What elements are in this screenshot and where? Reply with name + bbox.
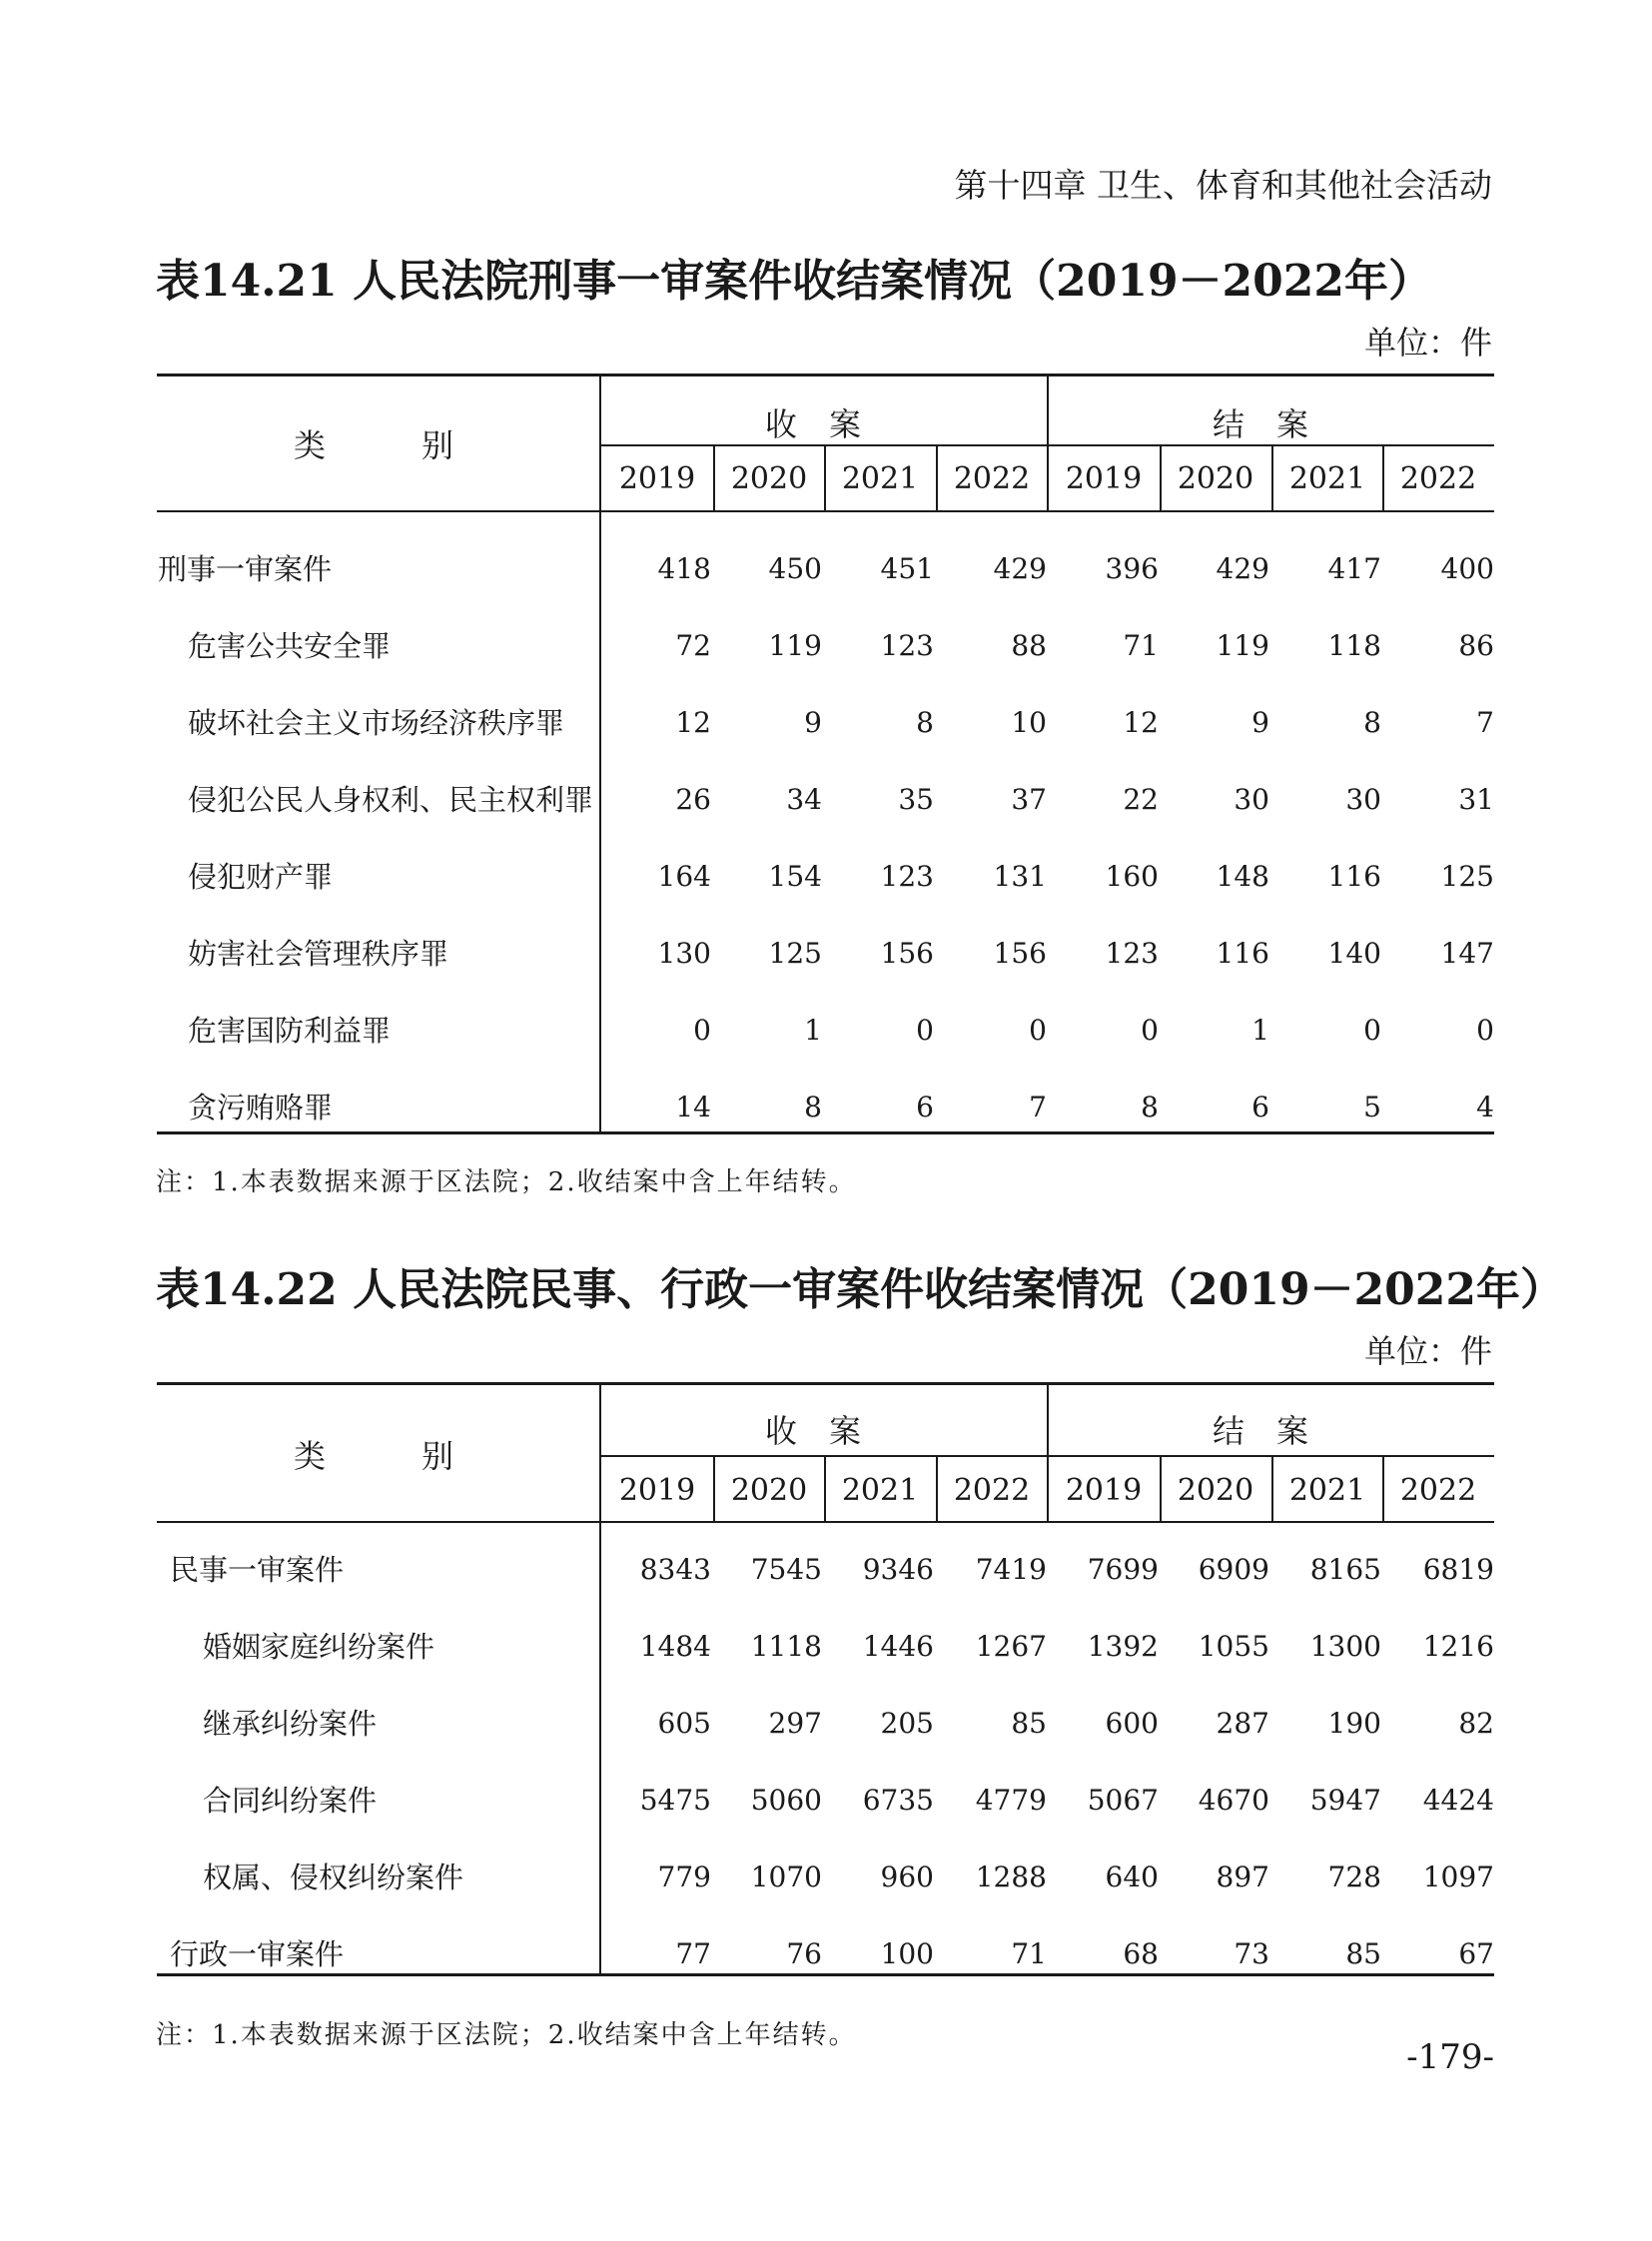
row-value-cell: 160 bbox=[1105, 860, 1159, 893]
row-category-label: 妨害社会管理秩序罪 bbox=[188, 937, 449, 971]
row-value-cell: 131 bbox=[993, 860, 1047, 893]
row-value-cell: 5060 bbox=[750, 1784, 822, 1817]
row-value-cell: 1267 bbox=[975, 1630, 1047, 1663]
row-value-cell: 123 bbox=[880, 629, 934, 662]
row-value-cell: 396 bbox=[1105, 552, 1159, 585]
row-value-cell: 22 bbox=[1123, 783, 1159, 816]
row-value-cell: 71 bbox=[1123, 629, 1159, 662]
row-value-cell: 1 bbox=[804, 1014, 822, 1047]
row-value-cell: 37 bbox=[1011, 783, 1047, 816]
row-category-label: 危害公共安全罪 bbox=[188, 629, 392, 663]
row-value-cell: 5475 bbox=[639, 1784, 711, 1817]
row-category-label: 刑事一审案件 bbox=[158, 552, 333, 586]
row-value-cell: 1055 bbox=[1198, 1630, 1269, 1663]
table2-category-header: 类 别 bbox=[293, 1437, 485, 1475]
row-value-cell: 76 bbox=[786, 1937, 822, 1970]
row-value-cell: 123 bbox=[880, 860, 934, 893]
row-value-cell: 148 bbox=[1216, 860, 1269, 893]
row-value-cell: 14 bbox=[675, 1091, 711, 1123]
row-value-cell: 4424 bbox=[1422, 1784, 1494, 1817]
table-row bbox=[0, 549, 1652, 589]
row-value-cell: 1 bbox=[1251, 1014, 1269, 1047]
table1-year-header: 2022 bbox=[1399, 461, 1477, 496]
row-category-label: 侵犯公民人身权利、民主权利罪 bbox=[188, 783, 594, 817]
chapter-header: 第十四章 卫生、体育和其他社会活动 bbox=[954, 166, 1492, 205]
table1-year-header: 2021 bbox=[1288, 461, 1366, 496]
row-value-cell: 8 bbox=[1141, 1091, 1159, 1123]
table2-unit: 单位：件 bbox=[1363, 1332, 1492, 1370]
row-value-cell: 450 bbox=[768, 552, 822, 585]
row-value-cell: 35 bbox=[898, 783, 934, 816]
row-value-cell: 147 bbox=[1440, 937, 1494, 970]
row-value-cell: 8343 bbox=[639, 1553, 711, 1586]
table-row bbox=[0, 934, 1652, 974]
row-category-label: 行政一审案件 bbox=[170, 1937, 345, 1971]
row-value-cell: 205 bbox=[880, 1707, 934, 1740]
row-value-cell: 164 bbox=[657, 860, 711, 893]
row-value-cell: 297 bbox=[768, 1707, 822, 1740]
row-value-cell: 960 bbox=[880, 1861, 934, 1893]
row-value-cell: 1484 bbox=[639, 1630, 711, 1663]
row-value-cell: 779 bbox=[657, 1861, 711, 1893]
row-value-cell: 7 bbox=[1029, 1091, 1047, 1123]
table1-received-header: 收案 bbox=[764, 405, 893, 443]
row-value-cell: 8 bbox=[804, 1091, 822, 1123]
table1-closed-header: 结案 bbox=[1212, 405, 1340, 443]
row-value-cell: 0 bbox=[916, 1014, 934, 1047]
row-category-label: 侵犯财产罪 bbox=[188, 860, 334, 894]
row-category-label: 合同纠纷案件 bbox=[203, 1784, 378, 1818]
row-value-cell: 6 bbox=[1251, 1091, 1269, 1123]
table1-year-header: 2020 bbox=[730, 461, 808, 496]
row-value-cell: 125 bbox=[1440, 860, 1494, 893]
row-value-cell: 429 bbox=[993, 552, 1047, 585]
row-value-cell: 8 bbox=[916, 706, 934, 739]
row-value-cell: 1446 bbox=[862, 1630, 934, 1663]
row-value-cell: 1288 bbox=[975, 1861, 1047, 1893]
row-value-cell: 72 bbox=[675, 629, 711, 662]
row-value-cell: 1216 bbox=[1422, 1630, 1494, 1663]
row-value-cell: 68 bbox=[1123, 1937, 1159, 1970]
table2-year-header: 2019 bbox=[618, 1473, 696, 1508]
row-value-cell: 5 bbox=[1363, 1091, 1381, 1123]
table-row bbox=[0, 1781, 1652, 1821]
row-value-cell: 71 bbox=[1011, 1937, 1047, 1970]
row-value-cell: 30 bbox=[1345, 783, 1381, 816]
row-value-cell: 7699 bbox=[1087, 1553, 1159, 1586]
table2-received-header: 收案 bbox=[764, 1412, 893, 1450]
row-value-cell: 73 bbox=[1234, 1937, 1269, 1970]
row-value-cell: 417 bbox=[1327, 552, 1381, 585]
table-row bbox=[0, 1704, 1652, 1744]
row-value-cell: 400 bbox=[1440, 552, 1494, 585]
row-value-cell: 429 bbox=[1216, 552, 1269, 585]
table2-year-header: 2019 bbox=[1065, 1473, 1143, 1508]
table2-title: 表14.22 人民法院民事、行政一审案件收结案情况（2019－2022年） bbox=[156, 1264, 1565, 1315]
row-value-cell: 86 bbox=[1458, 629, 1494, 662]
row-value-cell: 10 bbox=[1011, 706, 1047, 739]
row-value-cell: 116 bbox=[1216, 937, 1269, 970]
table-row bbox=[0, 703, 1652, 743]
table-row bbox=[0, 1088, 1652, 1127]
table1-bottom-rule bbox=[157, 1131, 1494, 1134]
row-value-cell: 0 bbox=[1029, 1014, 1047, 1047]
row-value-cell: 5067 bbox=[1087, 1784, 1159, 1817]
table2-year-header: 2022 bbox=[1399, 1473, 1477, 1508]
table-row bbox=[0, 1550, 1652, 1590]
row-value-cell: 1070 bbox=[750, 1861, 822, 1893]
table1-year-header: 2020 bbox=[1177, 461, 1254, 496]
table2-note: 注：1.本表数据来源于区法院；2.收结案中含上年结转。 bbox=[156, 2020, 857, 2050]
row-value-cell: 0 bbox=[1363, 1014, 1381, 1047]
row-value-cell: 12 bbox=[675, 706, 711, 739]
row-value-cell: 6819 bbox=[1422, 1553, 1494, 1586]
row-value-cell: 34 bbox=[786, 783, 822, 816]
row-value-cell: 123 bbox=[1105, 937, 1159, 970]
row-value-cell: 640 bbox=[1105, 1861, 1159, 1893]
row-value-cell: 8 bbox=[1363, 706, 1381, 739]
table1-title: 表14.21 人民法院刑事一审案件收结案情况（2019－2022年） bbox=[156, 256, 1433, 307]
table2-closed-header: 结案 bbox=[1212, 1412, 1340, 1450]
table-row bbox=[0, 1011, 1652, 1051]
row-value-cell: 154 bbox=[768, 860, 822, 893]
row-value-cell: 1392 bbox=[1087, 1630, 1159, 1663]
table1-unit: 单位：件 bbox=[1363, 324, 1492, 362]
table-row bbox=[0, 1858, 1652, 1897]
row-value-cell: 88 bbox=[1011, 629, 1047, 662]
row-value-cell: 418 bbox=[657, 552, 711, 585]
row-value-cell: 130 bbox=[657, 937, 711, 970]
row-value-cell: 7419 bbox=[975, 1553, 1047, 1586]
row-value-cell: 7545 bbox=[750, 1553, 822, 1586]
table1-year-header: 2019 bbox=[1065, 461, 1143, 496]
table2-top-rule bbox=[157, 1382, 1494, 1385]
row-value-cell: 116 bbox=[1327, 860, 1381, 893]
row-value-cell: 4779 bbox=[975, 1784, 1047, 1817]
row-value-cell: 1118 bbox=[750, 1630, 822, 1663]
row-value-cell: 85 bbox=[1011, 1707, 1047, 1740]
row-value-cell: 67 bbox=[1458, 1937, 1494, 1970]
row-value-cell: 600 bbox=[1105, 1707, 1159, 1740]
row-value-cell: 119 bbox=[1216, 629, 1269, 662]
row-value-cell: 125 bbox=[768, 937, 822, 970]
row-value-cell: 100 bbox=[880, 1937, 934, 1970]
row-value-cell: 9 bbox=[1251, 706, 1269, 739]
row-value-cell: 31 bbox=[1458, 783, 1494, 816]
row-value-cell: 5947 bbox=[1309, 1784, 1381, 1817]
row-value-cell: 140 bbox=[1327, 937, 1381, 970]
row-value-cell: 156 bbox=[993, 937, 1047, 970]
table-row bbox=[0, 780, 1652, 820]
row-value-cell: 30 bbox=[1234, 783, 1269, 816]
row-value-cell: 4 bbox=[1476, 1091, 1494, 1123]
row-value-cell: 0 bbox=[693, 1014, 711, 1047]
row-value-cell: 77 bbox=[675, 1937, 711, 1970]
table-row bbox=[0, 1627, 1652, 1667]
row-value-cell: 6 bbox=[916, 1091, 934, 1123]
row-value-cell: 0 bbox=[1476, 1014, 1494, 1047]
table2-year-header: 2021 bbox=[841, 1473, 919, 1508]
row-value-cell: 9346 bbox=[862, 1553, 934, 1586]
table1-year-header: 2019 bbox=[618, 461, 696, 496]
row-category-label: 权属、侵权纠纷案件 bbox=[203, 1861, 464, 1894]
row-value-cell: 1300 bbox=[1309, 1630, 1381, 1663]
table1-year-header: 2022 bbox=[953, 461, 1031, 496]
row-value-cell: 85 bbox=[1345, 1937, 1381, 1970]
row-category-label: 继承纠纷案件 bbox=[203, 1707, 378, 1741]
row-value-cell: 4670 bbox=[1198, 1784, 1269, 1817]
table2-year-header: 2020 bbox=[730, 1473, 808, 1508]
row-value-cell: 190 bbox=[1327, 1707, 1381, 1740]
row-value-cell: 26 bbox=[675, 783, 711, 816]
row-value-cell: 119 bbox=[768, 629, 822, 662]
table1-category-header: 类 别 bbox=[293, 426, 485, 464]
row-value-cell: 287 bbox=[1216, 1707, 1269, 1740]
row-value-cell: 605 bbox=[657, 1707, 711, 1740]
row-category-label: 贪污贿赂罪 bbox=[188, 1091, 334, 1124]
row-category-label: 危害国防利益罪 bbox=[188, 1014, 392, 1048]
table2-year-header: 2020 bbox=[1177, 1473, 1254, 1508]
page-number: -179- bbox=[1406, 2037, 1494, 2077]
row-value-cell: 9 bbox=[804, 706, 822, 739]
row-value-cell: 0 bbox=[1141, 1014, 1159, 1047]
table-row bbox=[0, 626, 1652, 666]
row-value-cell: 8165 bbox=[1309, 1553, 1381, 1586]
table-row bbox=[0, 857, 1652, 897]
row-value-cell: 451 bbox=[880, 552, 934, 585]
row-value-cell: 6909 bbox=[1198, 1553, 1269, 1586]
row-value-cell: 6735 bbox=[862, 1784, 934, 1817]
row-value-cell: 118 bbox=[1327, 629, 1381, 662]
row-value-cell: 7 bbox=[1476, 706, 1494, 739]
table2-year-header: 2022 bbox=[953, 1473, 1031, 1508]
row-value-cell: 156 bbox=[880, 937, 934, 970]
row-category-label: 民事一审案件 bbox=[170, 1553, 345, 1587]
table1-year-header: 2021 bbox=[841, 461, 919, 496]
table-row bbox=[0, 1934, 1652, 1974]
row-value-cell: 1097 bbox=[1422, 1861, 1494, 1893]
table2-year-header: 2021 bbox=[1288, 1473, 1366, 1508]
row-value-cell: 12 bbox=[1123, 706, 1159, 739]
row-category-label: 破坏社会主义市场经济秩序罪 bbox=[188, 706, 565, 740]
row-value-cell: 728 bbox=[1327, 1861, 1381, 1893]
table1-top-rule bbox=[157, 374, 1494, 376]
table1-note: 注：1.本表数据来源于区法院；2.收结案中含上年结转。 bbox=[156, 1167, 857, 1197]
row-category-label: 婚姻家庭纠纷案件 bbox=[203, 1630, 435, 1664]
row-value-cell: 897 bbox=[1216, 1861, 1269, 1893]
row-value-cell: 82 bbox=[1458, 1707, 1494, 1740]
